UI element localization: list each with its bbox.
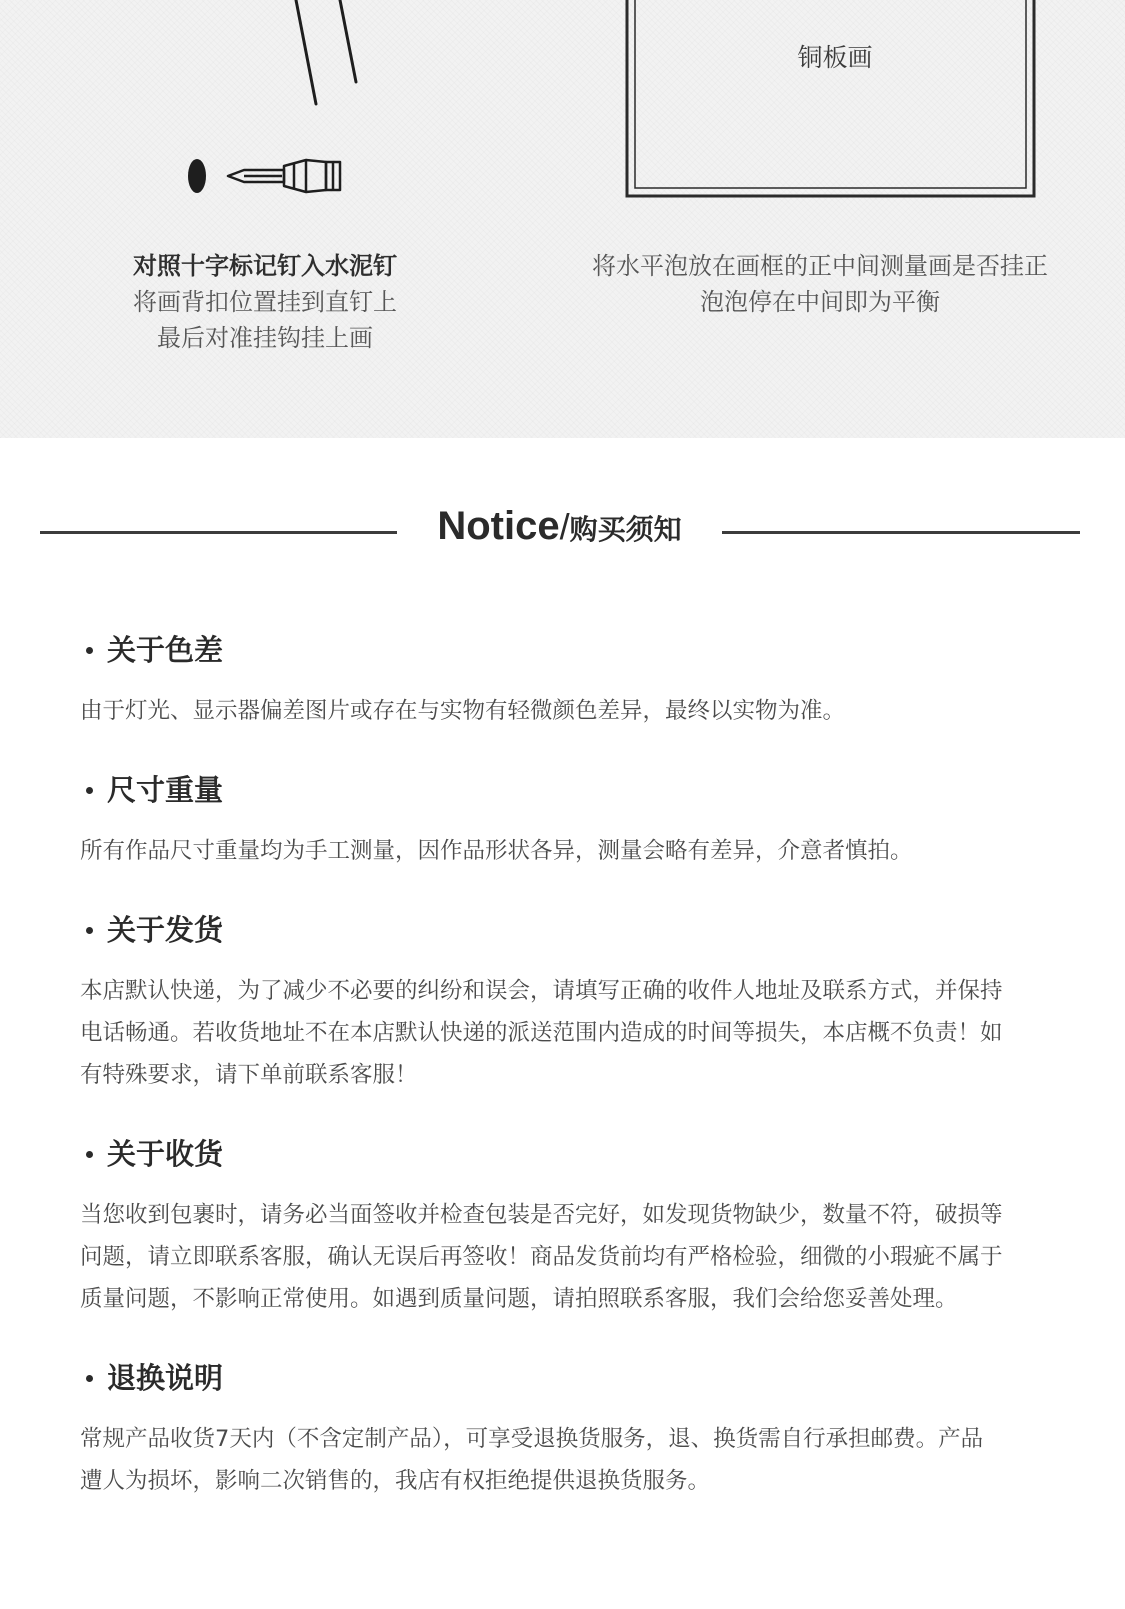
wire-lines-icon (296, 0, 356, 104)
installation-diagram (0, 0, 1125, 230)
divider-left (40, 531, 397, 534)
section-title-text: 关于收货 (107, 1137, 224, 1171)
section-body (80, 1194, 1060, 1320)
section-line: 质量问题，不影响正常使用。如遇到质量问题，请拍照联系客服，我们会给您妥善处理。 (80, 1286, 958, 1312)
left-caption-heading: 对照十字标记钉入水泥钉 (133, 252, 397, 280)
section-title (80, 908, 1060, 952)
section-title (80, 628, 1060, 672)
notice-header (0, 500, 1125, 564)
right-caption-line: 泡泡停在中间即为平衡 (700, 288, 940, 316)
notice-sections (80, 628, 1060, 1502)
section-receiving (80, 1132, 1060, 1320)
left-caption (70, 248, 460, 356)
section-title (80, 1356, 1060, 1400)
bullet-icon (86, 647, 93, 654)
section-shipping (80, 908, 1060, 1096)
section-returns (80, 1356, 1060, 1502)
section-title-text: 退换说明 (107, 1361, 224, 1395)
section-line: 由于灯光、显示器偏差图片或存在与实物有轻微颜色差异，最终以实物为准。 (80, 698, 846, 724)
section-line: 常规产品收货7天内（不含定制产品），可享受退换货服务，退、换货需自行承担邮费。产品 (80, 1426, 984, 1452)
section-color-difference (80, 628, 1060, 732)
section-title (80, 768, 1060, 812)
bullet-icon (86, 927, 93, 934)
installation-illustration (0, 0, 1125, 438)
divider-right (722, 531, 1080, 534)
hole-dot-icon (188, 159, 206, 193)
section-size-weight (80, 768, 1060, 872)
right-caption-line: 将水平泡放在画框的正中间测量画是否挂正 (592, 252, 1048, 280)
wall-anchor-screw-icon (228, 160, 340, 192)
section-line: 所有作品尺寸重量均为手工测量，因作品形状各异，测量会略有差异，介意者慎拍。 (80, 838, 913, 864)
section-body (80, 970, 1060, 1096)
section-line: 当您收到包裹时，请务必当面签收并检查包装是否完好，如发现货物缺少，数量不符，破损等 (80, 1202, 1003, 1228)
section-line: 电话畅通。若收货地址不在本店默认快递的派送范围内造成的时间等损失，本店概不负责！如 (80, 1020, 1003, 1046)
section-title-text: 关于发货 (107, 913, 224, 947)
section-line: 问题，请立即联系客服，确认无误后再签收！商品发货前均有严格检验，细微的小瑕疵不属于 (80, 1244, 1003, 1270)
section-line: 有特殊要求，请下单前联系客服！ (80, 1062, 418, 1088)
picture-frame-icon (627, 0, 1034, 196)
frame-label: 铜板画 (797, 43, 873, 72)
section-line: 遭人为损坏，影响二次销售的，我店有权拒绝提供退换货服务。 (80, 1468, 711, 1494)
section-body (80, 1418, 1060, 1502)
section-body (80, 690, 1060, 732)
right-caption (560, 248, 1080, 320)
notice-title-separator: / (559, 506, 570, 547)
notice-title-en: Notice (437, 504, 560, 548)
bullet-icon (86, 1151, 93, 1158)
section-body (80, 830, 1060, 872)
section-title-text: 关于色差 (107, 633, 224, 667)
left-caption-line: 最后对准挂钩挂上画 (157, 324, 373, 352)
left-caption-line: 将画背扣位置挂到直钉上 (133, 288, 397, 316)
bullet-icon (86, 1375, 93, 1382)
section-line: 本店默认快递，为了减少不必要的纠纷和误会，请填写正确的收件人地址及联系方式，并保持 (80, 978, 1003, 1004)
section-title (80, 1132, 1060, 1176)
notice-title-zh: 购买须知 (569, 513, 682, 546)
bullet-icon (86, 787, 93, 794)
section-title-text: 尺寸重量 (107, 773, 224, 807)
notice-title (397, 504, 722, 549)
